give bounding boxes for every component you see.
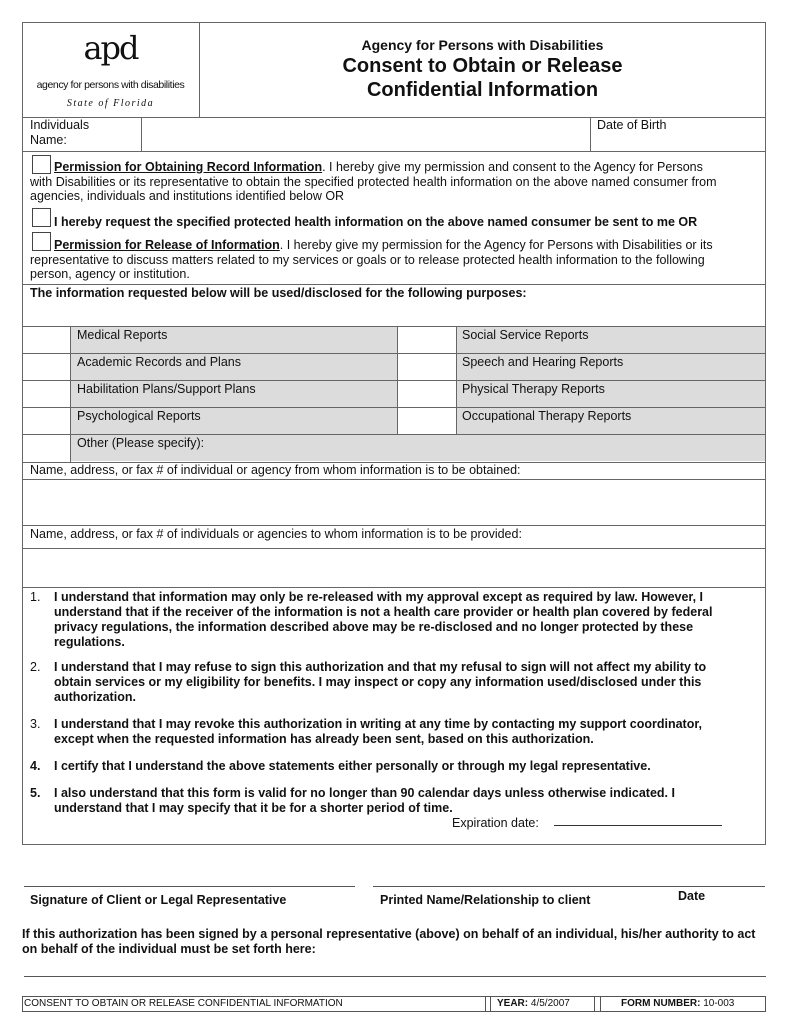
speech-hearing-reports-label: Speech and Hearing Reports: [462, 355, 624, 369]
provided-to-label: Name, address, or fax # of individuals or agencies to whom information is to be provided:: [30, 527, 522, 541]
date-of-birth-label: Date of Birth: [597, 118, 667, 132]
social-service-reports-label: Social Service Reports: [462, 328, 589, 342]
printed-name-field[interactable]: [373, 860, 663, 886]
psychological-reports-label: Psychological Reports: [77, 409, 201, 423]
statement-4: [30, 759, 750, 774]
provided-to-field[interactable]: [23, 549, 765, 586]
authority-text: If this authorization has been signed by a personal representative (above) on behalf of an individual, his/her authority to act on behalf of the individual must be set forth here:: [22, 927, 756, 956]
individual-name-field[interactable]: [142, 118, 590, 150]
statement-number: 3.: [30, 717, 41, 731]
date-of-birth-field[interactable]: [591, 134, 765, 150]
logo-text: agency for persons with disabilities: [36, 79, 185, 91]
release-permission-paragraph: [30, 238, 760, 282]
expiration-date-label: Expiration date:: [452, 816, 539, 830]
request-checkbox[interactable]: [32, 208, 51, 227]
obtain-permission-heading: Permission for Obtaining Record Information: [54, 160, 323, 174]
form-title: Consent to Obtain or Release: [342, 55, 623, 77]
purposes-label: The information requested below will be used/disclosed for the following purposes:: [30, 286, 527, 300]
footer-bar: [22, 996, 766, 1012]
statement-text: I also understand that this form is valid for no longer than 90 calendar days unless otherwise indicated. I understand that I may specify that it be for a shorter period of time.: [54, 786, 675, 815]
habilitation-plans-label: Habilitation Plans/Support Plans: [77, 382, 256, 396]
logo-mark: apd: [83, 29, 138, 67]
expiration-date-field[interactable]: [554, 810, 722, 825]
request-text: I hereby request the specified protected health information on the above named consumer be sent to me OR: [54, 215, 698, 229]
release-permission-text-2: representative to discuss matters related to my services or goals or to release protected health information to the following: [30, 252, 705, 267]
other-specify-label: Other (Please specify):: [77, 436, 205, 450]
speech-hearing-reports-checkbox[interactable]: [398, 354, 456, 380]
agency-logo: [22, 22, 199, 117]
statement-text: I understand that I may refuse to sign this authorization and that my refusal to sign will not affect my ability to obtain services or my eligibility for benefits. I may inspect or copy any information used/disclosed under this authorization.: [54, 660, 707, 704]
client-signature-label: Signature of Client or Legal Representative: [30, 893, 287, 907]
statement-text: I understand that information may only be re-released with my approval except as required by law. However, I understand that if the receiver of the information is not a health care provider or health plan covered by federal privacy regulations, the information described above may be re-disclosed and no longer protected by these regulations.: [54, 590, 713, 649]
physical-therapy-reports-label: Physical Therapy Reports: [462, 382, 605, 396]
psychological-reports-checkbox[interactable]: [23, 408, 70, 434]
obtain-permission-paragraph: [30, 160, 760, 204]
obtain-permission-text-2: with Disabilities or its representative to obtain the specified protected health information on the above named consumer from: [30, 174, 717, 189]
habilitation-plans-checkbox[interactable]: [23, 381, 70, 407]
medical-reports-checkbox[interactable]: [23, 327, 70, 353]
footer-year-value: 4/5/2007: [530, 998, 570, 1009]
medical-reports-label: Medical Reports: [77, 328, 168, 342]
agency-name: Agency for Persons with Disabilities: [361, 37, 604, 53]
authority-field[interactable]: [24, 960, 766, 976]
occupational-therapy-reports-checkbox[interactable]: [398, 408, 456, 434]
footer-year-label: YEAR:: [497, 998, 529, 1009]
form-subtitle: Confidential Information: [366, 79, 599, 101]
date-field[interactable]: [670, 860, 765, 886]
obtain-permission-text-3: agencies, individuals and institutions identified below OR: [30, 189, 345, 203]
client-signature-field[interactable]: [24, 860, 355, 886]
individual-name-label: Individuals: [30, 118, 90, 132]
occupational-therapy-reports-label: Occupational Therapy Reports: [462, 409, 632, 423]
footer-form-number-value: 10-003: [703, 998, 735, 1009]
academic-records-label: Academic Records and Plans: [77, 355, 241, 369]
obtained-from-field[interactable]: [23, 480, 765, 524]
logo-state: State of Florida: [66, 98, 155, 109]
statement-number: 2.: [30, 660, 41, 674]
signature-date-label: Date: [678, 889, 706, 903]
other-checkbox[interactable]: [23, 435, 70, 461]
printed-name-label: Printed Name/Relationship to client: [380, 893, 591, 907]
statement-text: I certify that I understand the above statements either personally or through my legal representative.: [54, 759, 651, 773]
footer-form-title: CONSENT TO OBTAIN OR RELEASE CONFIDENTIAL INFORMATION: [24, 998, 343, 1009]
purposes-field[interactable]: [23, 303, 765, 325]
physical-therapy-reports-checkbox[interactable]: [398, 381, 456, 407]
footer-form-number-label: FORM NUMBER:: [621, 998, 701, 1009]
academic-records-checkbox[interactable]: [23, 354, 70, 380]
individual-name-label-2: Name:: [30, 133, 67, 147]
statement-number: 5.: [30, 786, 41, 800]
release-permission-text: . I hereby give my permission for the Agency for Persons with Disabilities or its: [279, 238, 713, 252]
social-service-reports-checkbox[interactable]: [398, 327, 456, 353]
header-titles: [199, 36, 766, 102]
statement-number: 4.: [30, 759, 41, 773]
statement-3: [30, 717, 750, 747]
obtained-from-label: Name, address, or fax # of individual or agency from whom information is to be obtained:: [30, 463, 521, 477]
statement-2: [30, 660, 750, 705]
statement-number: 1.: [30, 590, 41, 604]
release-permission-text-3: person, agency or institution.: [30, 267, 190, 281]
statement-text: I understand that I may revoke this authorization in writing at any time by contacting my support coordinator, except when the requested information has already been sent, based on this authorization.: [54, 717, 703, 746]
obtain-permission-text: . I hereby give my permission and consent to the Agency for Persons: [322, 160, 703, 174]
statement-1: [30, 590, 750, 650]
release-permission-heading: Permission for Release of Information: [54, 238, 280, 252]
